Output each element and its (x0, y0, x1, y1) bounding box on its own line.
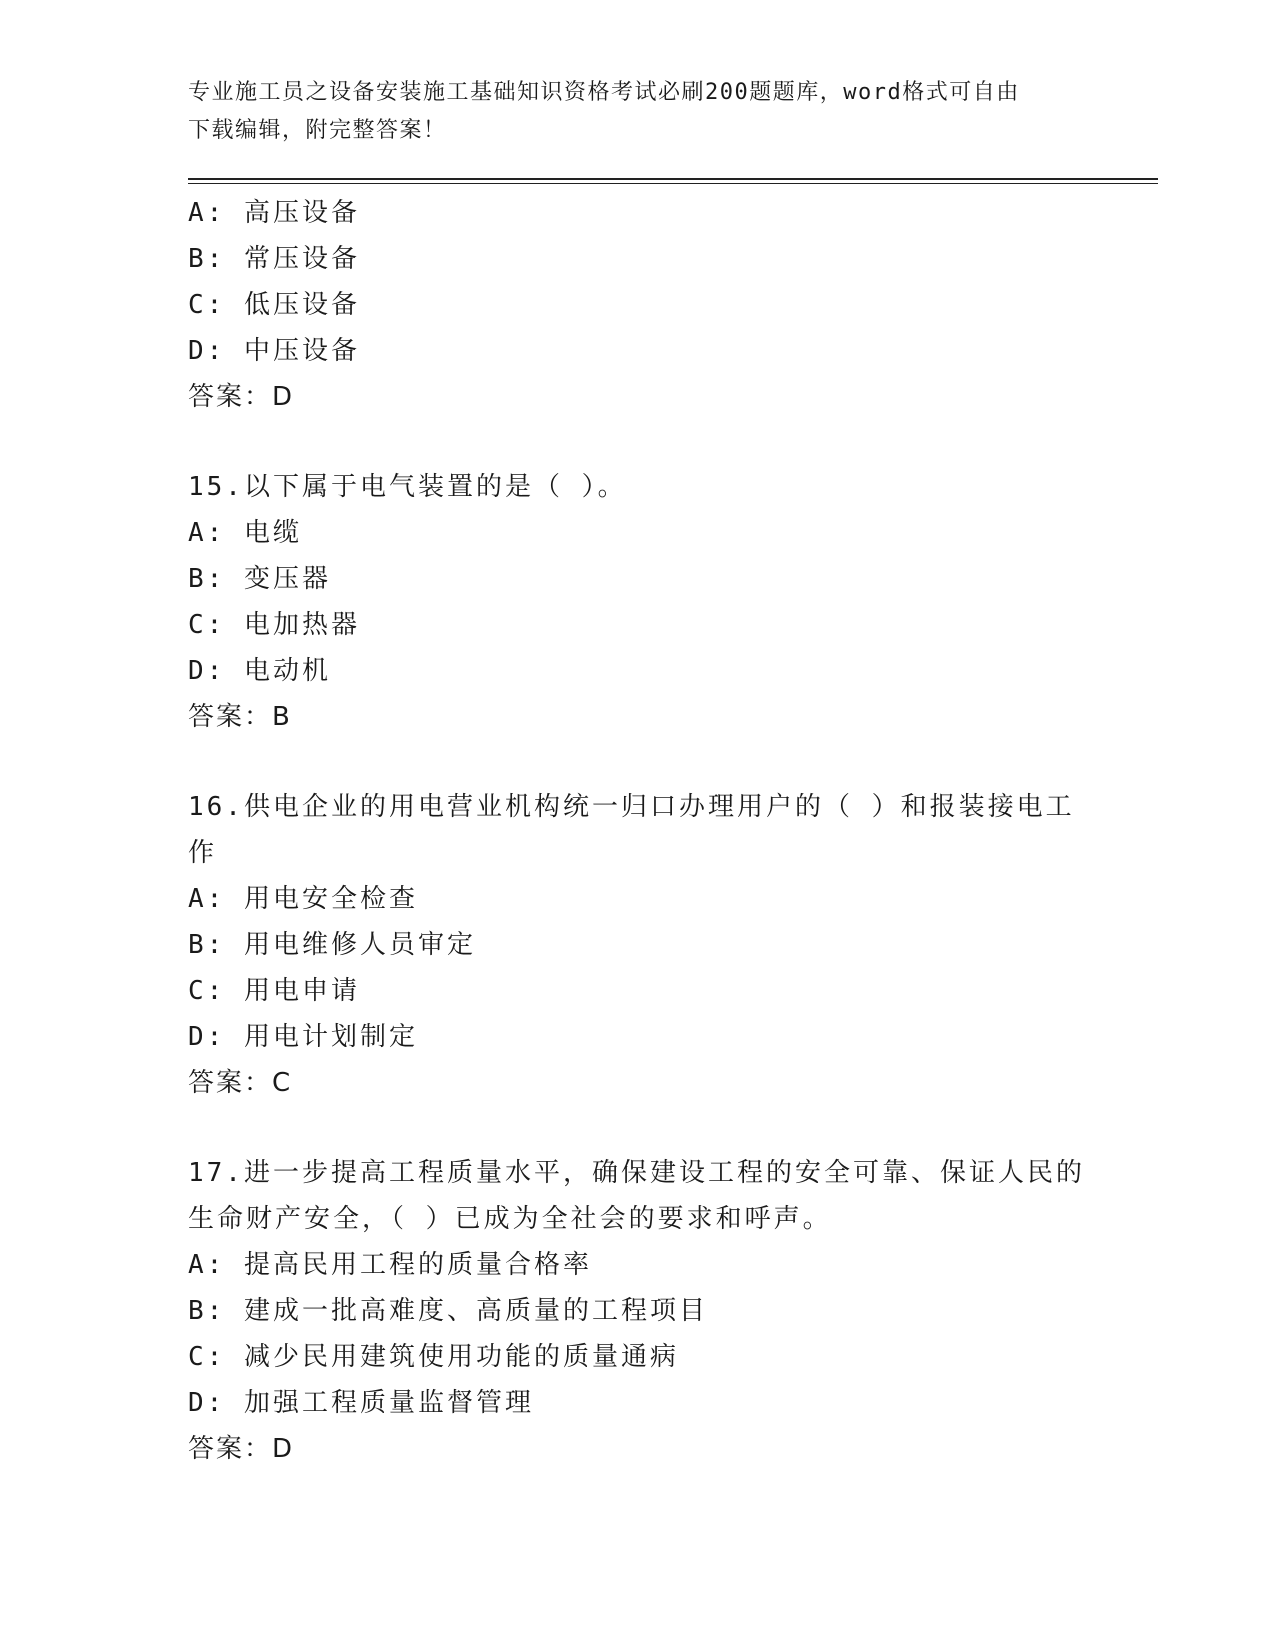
option-b: B: 变压器 (188, 564, 331, 594)
question-stem-line-2: 作 (188, 838, 218, 868)
answer: 答案：D (188, 1434, 295, 1464)
spacer (188, 1106, 1088, 1150)
option-d: D: 中压设备 (188, 336, 360, 366)
option-c: C: 用电申请 (188, 976, 360, 1006)
option-b: B: 建成一批高难度、高质量的工程项目 (188, 1296, 708, 1326)
question-stem: 15.以下属于电气装置的是（ ）。 (188, 472, 627, 502)
document-header (188, 74, 1088, 150)
header-line-1: 专业施工员之设备安装施工基础知识资格考试必刷200题题库，word格式可自由 (188, 80, 1020, 105)
question-list (188, 190, 1088, 1472)
answer: 答案：D (188, 382, 295, 412)
question-14 (188, 190, 1088, 420)
spacer (188, 740, 1088, 784)
header-divider-thin (188, 183, 1158, 184)
answer: 答案：C (188, 1068, 293, 1098)
question-stem-line-2: 生命财产安全，（ ）已成为全社会的要求和呼声。 (188, 1204, 832, 1234)
option-b: B: 常压设备 (188, 244, 360, 274)
header-line-2: 下载编辑，附完整答案！ (188, 118, 447, 143)
option-d: D: 电动机 (188, 656, 331, 686)
question-15 (188, 464, 1088, 740)
answer: 答案：B (188, 702, 292, 732)
spacer (188, 420, 1088, 464)
option-a: A: 提高民用工程的质量合格率 (188, 1250, 592, 1280)
question-stem-line-1: 16.供电企业的用电营业机构统一归口办理用户的（ ）和报装接电工 (188, 792, 1075, 822)
option-d: D: 用电计划制定 (188, 1022, 418, 1052)
question-16 (188, 784, 1088, 1106)
option-c: C: 电加热器 (188, 610, 360, 640)
option-d: D: 加强工程质量监督管理 (188, 1388, 534, 1418)
option-c: C: 减少民用建筑使用功能的质量通病 (188, 1342, 679, 1372)
option-b: B: 用电维修人员审定 (188, 930, 476, 960)
option-a: A: 电缆 (188, 518, 302, 548)
option-c: C: 低压设备 (188, 290, 360, 320)
question-17 (188, 1150, 1088, 1472)
question-stem-line-1: 17.进一步提高工程质量水平，确保建设工程的安全可靠、保证人民的 (188, 1158, 1085, 1188)
option-a: A: 高压设备 (188, 198, 360, 228)
header-divider-thick (188, 178, 1158, 180)
option-a: A: 用电安全检查 (188, 884, 418, 914)
